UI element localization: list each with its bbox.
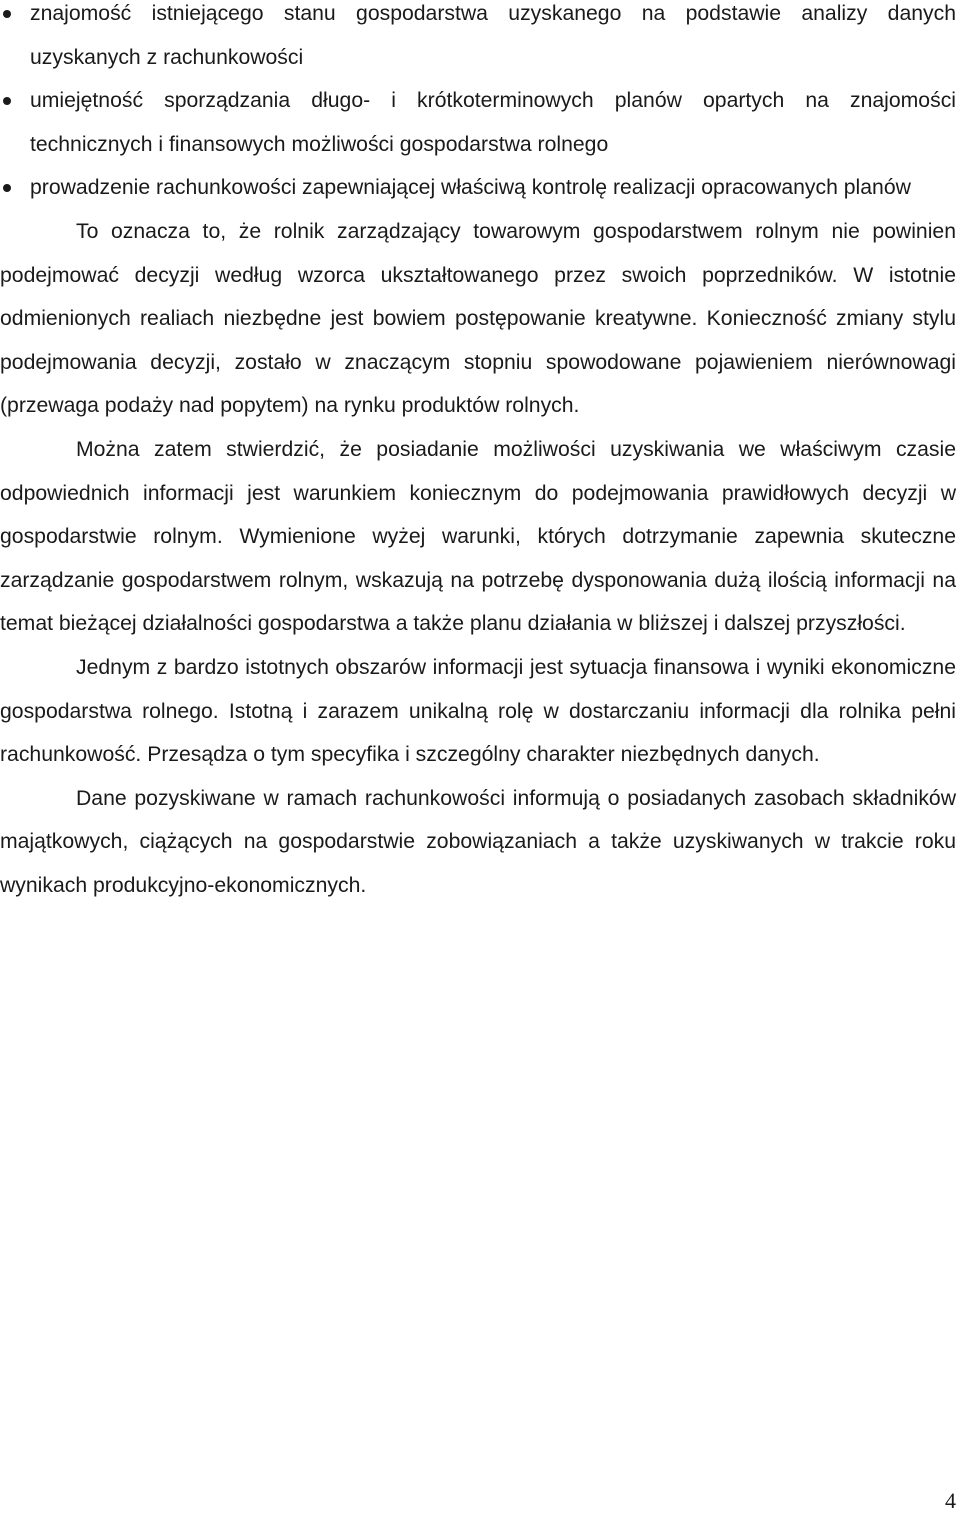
body-paragraph: To oznacza to, że rolnik zarządzający towarowym gospodarstwem rolnym nie powinien podejmować decyzji według wzorca ukształtowanego przez swoich poprzedników. W istotnie odmienionych realiach niezbędne jest bowiem postępowanie kreatywne. Konieczność zmiany stylu podejmowania decyzji, zostało w znaczącym stopniu spowodowane pojawieniem nierównowagi (przewaga podaży nad popytem) na rynku produktów rolnych. — [0, 219, 956, 418]
body-paragraph: Można zatem stwierdzić, że posiadanie możliwości uzyskiwania we właściwym czasie odpowiednich informacji jest warunkiem koniecznym do podejmowania prawidłowych decyzji w gospodarstwie rolnym. Wymienione wyżej warunki, których dotrzymanie zapewnia skuteczne zarządzanie gospodarstwem rolnym, wskazują na potrzebę dysponowania dużą ilością informacji na temat bieżącej działalności gospodarstwa a także planu działania w bliższej i dalszej przyszłości. — [0, 437, 956, 636]
bullet-icon — [3, 97, 11, 105]
bullet-icon — [3, 184, 11, 192]
bullet-item — [0, 0, 956, 79]
body-paragraph: Jednym z bardzo istotnych obszarów informacji jest sytuacja finansowa i wyniki ekonomiczne gospodarstwa rolnego. Istotną i zarazem unikalną rolę w dostarczaniu informacji dla rolnika pełni rachunkowość. Przesądza o tym specyfika i szczególny charakter niezbędnych danych. — [0, 655, 956, 767]
bullet-item — [0, 166, 956, 210]
body-paragraph: Dane pozyskiwane w ramach rachunkowości informują o posiadanych zasobach składników majątkowych, ciążących na gospodarstwie zobowiązaniach a także uzyskiwanych w trakcie roku wynikach produkcyjno-ekonomicznych. — [0, 786, 956, 897]
bullet-text: prowadzenie rachunkowości zapewniającej właściwą kontrolę realizacji opracowanych planów — [30, 176, 911, 200]
bullet-item — [0, 79, 956, 166]
bullet-text: umiejętność sporządzania długo- i krótkoterminowych planów opartych na znajomości technicznych i finansowych możliwości gospodarstwa rolnego — [30, 89, 956, 156]
bullet-icon — [3, 10, 11, 18]
page-number: 4 — [945, 1488, 956, 1513]
bullet-text: znajomość istniejącego stanu gospodarstwa uzyskanego na podstawie analizy danych uzyskanych z rachunkowości — [30, 2, 956, 69]
bullet-list — [0, 0, 956, 210]
